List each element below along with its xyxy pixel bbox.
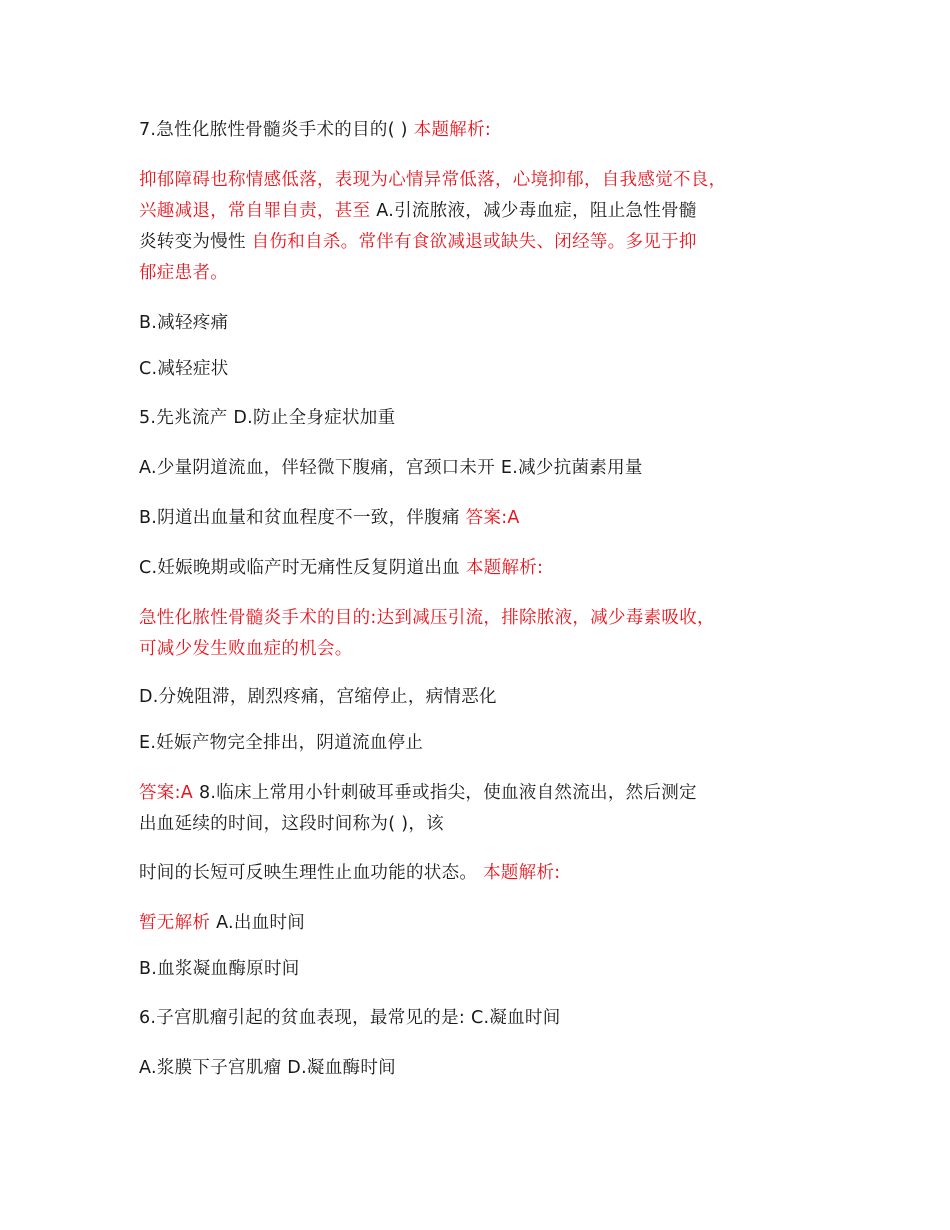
body-text: D.分娩阻滞，剧烈疼痛，宫缩停止，病情恶化: [139, 687, 497, 707]
question-8-continuation: [139, 858, 839, 889]
answer-and-question-8: [139, 778, 839, 840]
highlighted-text: 答案:A: [139, 783, 199, 803]
text-line: [139, 227, 839, 258]
text-line: [139, 728, 839, 759]
text-line: [139, 553, 839, 584]
body-text: 5.先兆流产 D.防止全身症状加重: [139, 408, 396, 428]
highlighted-text: 暂无解析: [139, 913, 217, 933]
body-text: B.阴道出血量和贫血程度不一致，伴腹痛: [139, 508, 466, 528]
option-a-bleeding: [139, 453, 839, 484]
text-line: [139, 403, 839, 434]
highlighted-text: 急性化脓性骨髓炎手术的目的:达到减压引流，排除脓液，减少毒素吸收，: [139, 608, 715, 628]
body-text: 出血延续的时间，这段时间称为( )，该: [139, 814, 444, 834]
body-text: E.妊娠产物完全排出，阴道流血停止: [139, 733, 424, 753]
option-d-labor-block: [139, 682, 839, 713]
body-text: 6.子宫肌瘤引起的贫血表现，最常见的是: C.凝血时间: [139, 1008, 561, 1028]
text-line: [139, 115, 839, 146]
body-text: B.血浆凝血酶原时间: [139, 959, 300, 979]
highlighted-text: 本题解析:: [483, 863, 561, 883]
text-line: [139, 809, 839, 840]
text-line: [139, 503, 839, 534]
text-line: [139, 196, 839, 227]
analysis-depression: [139, 165, 839, 289]
text-line: [139, 634, 839, 665]
body-text: 炎转变为慢性: [139, 232, 252, 252]
text-line: [139, 354, 839, 385]
text-line: [139, 603, 839, 634]
highlighted-text: 自伤和自杀。常伴有食欲减退或缺失、闭经等。多见于抑: [251, 232, 697, 252]
body-text: A.出血时间: [216, 913, 306, 933]
text-line: [139, 682, 839, 713]
highlighted-text: 答案:A: [465, 508, 520, 528]
text-line: [139, 1053, 839, 1084]
body-text: A.浆膜下子宫肌瘤 D.凝血酶时间: [139, 1058, 396, 1078]
body-text: B.减轻疼痛: [139, 313, 229, 333]
no-analysis-option-a: [139, 908, 839, 939]
text-line: [139, 165, 839, 196]
body-text: 7.急性化脓性骨髓炎手术的目的( ): [139, 120, 414, 140]
highlighted-text: 郁症患者。: [139, 263, 228, 283]
text-line: [139, 258, 839, 289]
highlighted-text: 抑郁障碍也称情感低落，表现为心情异常低落，心境抑郁，自我感觉不良，: [139, 170, 727, 190]
highlighted-text: 本题解析:: [465, 558, 544, 578]
highlighted-text: 兴趣减退，常自罪自责，甚至: [139, 201, 377, 221]
option-b-prothrombin: [139, 954, 839, 985]
body-text: A.引流脓液，减少毒血症，阻止急性骨髓: [376, 201, 697, 221]
option-b-reduce-pain: [139, 308, 839, 339]
option-a-subserosal: [139, 1053, 839, 1084]
text-line: [139, 858, 839, 889]
text-line: [139, 908, 839, 939]
text-line: [139, 778, 839, 809]
question-5-stem: [139, 403, 839, 434]
body-text: 8.临床上常用小针刺破耳垂或指尖，使血液自然流出，然后测定: [198, 783, 697, 803]
text-line: [139, 453, 839, 484]
question-6-stem: [139, 1003, 839, 1034]
text-line: [139, 308, 839, 339]
option-c-late-pregnancy: [139, 553, 839, 584]
text-line: [139, 1003, 839, 1034]
analysis-osteomyelitis: [139, 603, 839, 665]
option-e-complete: [139, 728, 839, 759]
body-text: A.少量阴道流血，伴轻微下腹痛，宫颈口未开 E.减少抗菌素用量: [139, 458, 643, 478]
body-text: C.减轻症状: [139, 359, 229, 379]
body-text: 时间的长短可反映生理性止血功能的状态。: [139, 863, 484, 883]
highlighted-text: 本题解析:: [413, 120, 492, 140]
highlighted-text: 可减少发生败血症的机会。: [139, 639, 353, 659]
question-7-stem: [139, 115, 839, 146]
text-line: [139, 954, 839, 985]
option-c-reduce-symptoms: [139, 354, 839, 385]
option-b-bleeding-answer: [139, 503, 839, 534]
body-text: C.妊娠晚期或临产时无痛性反复阴道出血: [139, 558, 466, 578]
